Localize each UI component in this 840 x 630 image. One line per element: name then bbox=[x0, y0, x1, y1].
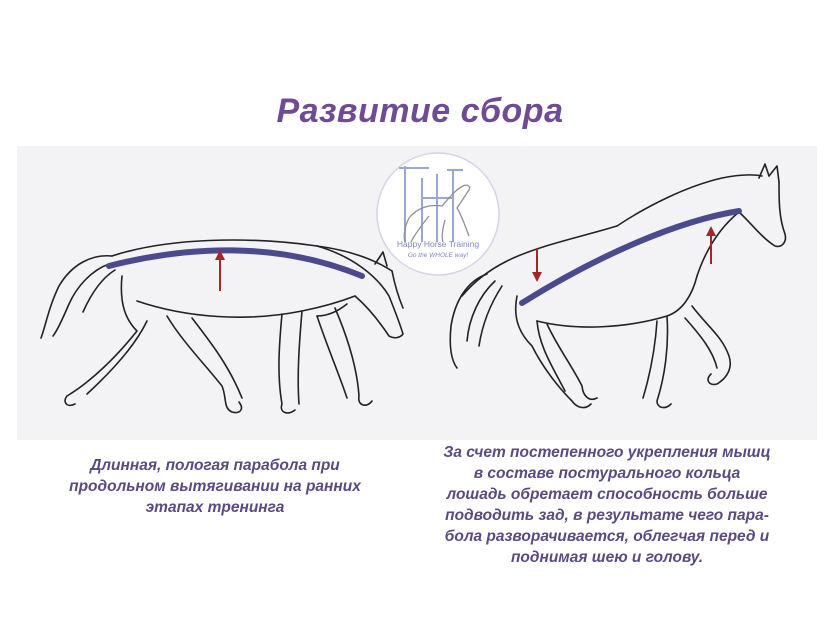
right-parabola-line bbox=[522, 211, 739, 303]
left-horse-outline bbox=[41, 240, 403, 413]
logo-tagline: Go the WHOLE way! bbox=[407, 252, 469, 259]
right-horse-outline bbox=[450, 164, 785, 408]
horses-drawing bbox=[17, 146, 817, 440]
left-parabola-line bbox=[109, 250, 362, 276]
caption-left: Длинная, пологая парабола при продольном вытягивании на ранних этапах тренинга bbox=[69, 457, 361, 516]
illustration-panel bbox=[17, 146, 817, 440]
caption-right: За счет постепенного укрепления мышц в составе постурального кольца лошадь обретает способность больше подводить зад, в результате чего пара- бола разворачивается, облегчая перед и поднимая шею и голову. bbox=[443, 444, 771, 566]
logo-name: Happy Horse Training bbox=[396, 239, 480, 249]
page-title: Развитие сбора bbox=[276, 92, 564, 130]
